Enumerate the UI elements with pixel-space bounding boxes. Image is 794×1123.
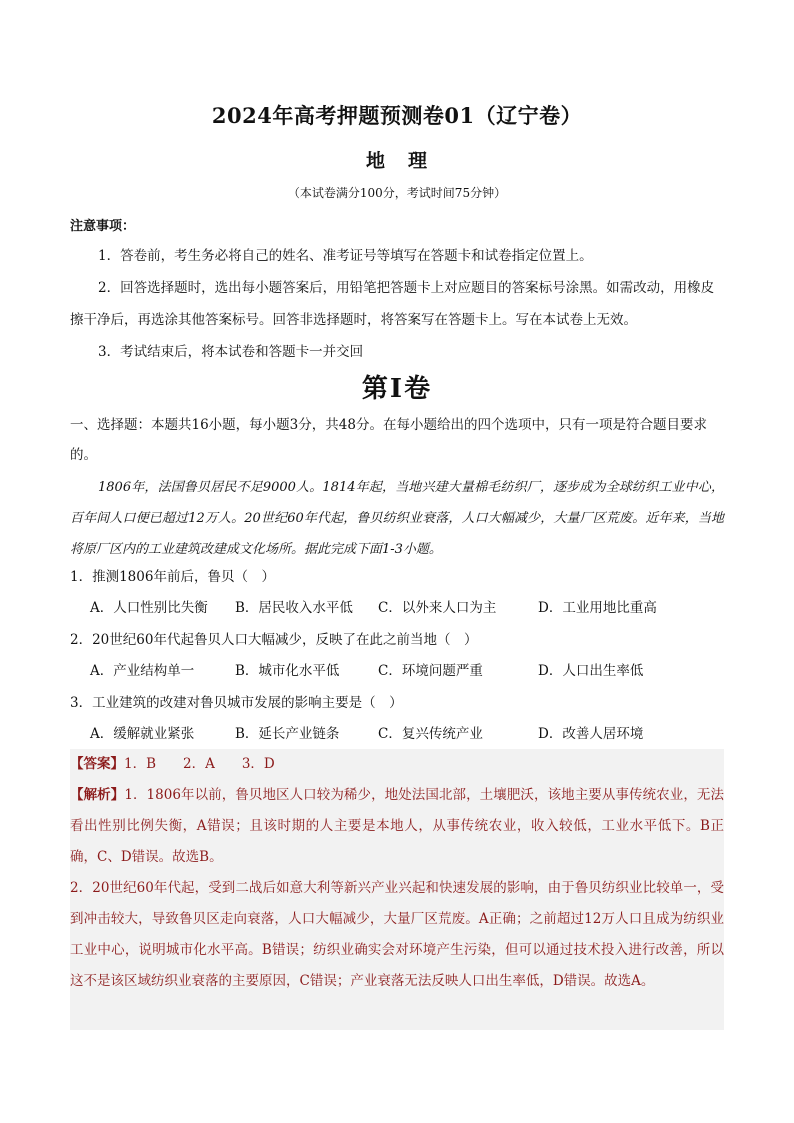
- subject-char-1: 地: [365, 150, 386, 172]
- answer-line: [70, 749, 724, 780]
- subject-title: [0, 146, 794, 173]
- section-intro: 一、选择题：本题共16小题，每小题3分，共48分。在每小题给出的四个选项中，只有一项是符合题目要求的。: [70, 417, 707, 463]
- subject-char-2: 理: [408, 150, 429, 172]
- answer-label: 【答案】: [70, 756, 124, 772]
- question-3: [70, 688, 724, 750]
- question-stem: 3．工业建筑的改建对鲁贝城市发展的影响主要是（ ）: [70, 695, 403, 711]
- volume-title: 第I卷: [361, 374, 433, 404]
- analysis-paragraph-1: [70, 780, 724, 873]
- notice-item: 1．答卷前，考生务必将自己的姓名、准考证号等填写在答题卡和试卷指定位置上。: [98, 248, 593, 264]
- question-2: [70, 625, 724, 687]
- option-d[interactable]: D．工业用地比重高: [538, 600, 657, 616]
- notice-heading: 注意事项：: [70, 219, 136, 234]
- option-c[interactable]: C．环境问题严重: [378, 663, 483, 679]
- answer-text: 1．B 2．A 3．D: [124, 756, 275, 772]
- notice-item: 2．回答选择题时，选出每小题答案后，用铅笔把答题卡上对应题目的答案标号涂黑。如需改动，用橡皮擦干净后，再选涂其他答案标号。回答非选择题时，将答案写在答题卡上。写在本试卷上无效。: [70, 280, 715, 328]
- option-c[interactable]: C．以外来人口为主: [378, 600, 497, 616]
- exam-title: 2024年高考押题预测卷01（辽宁卷）: [211, 103, 583, 128]
- reading-passage: 1806年，法国鲁贝居民不足9000人。1814年起，当地兴建大量棉毛纺织厂，逐步成为全球纺织工业中心，百年间人口便已超过12万人。20世纪60年代起，鲁贝纺织业衰落，人口大幅减少，大量厂区荒废。近年来，当地将原厂区内的工业建筑改建成文化场所。据此完成下面1-3小题。: [70, 480, 724, 557]
- analysis-paragraph-2: 2．20世纪60年代起，受到二战后如意大利等新兴产业兴起和快速发展的影响，由于鲁贝纺织业比较单一，受到冲击较大，导致鲁贝区走向衰落，人口大幅减少，大量厂区荒废。A正确；之前超过12万人口且成为纺织业工业中心，说明城市化水平高。B错误；纺织业确实会对环境产生污染，但可以通过技术投入进行改善，所以这不是该区域纺织业衰落的主要原因，C错误；产业衰落无法反映人口出生率低，D错误。故选A。: [70, 880, 724, 989]
- score-note: （本试卷满分100分，考试时间75分钟）: [287, 186, 507, 200]
- option-c[interactable]: C．复兴传统产业: [378, 726, 483, 742]
- question-stem: 2．20世纪60年代起鲁贝人口大幅减少，反映了在此之前当地（ ）: [70, 632, 478, 648]
- option-b[interactable]: B．城市化水平低: [235, 663, 340, 679]
- question-1: [70, 562, 724, 624]
- question-stem: 1．推测1806年前后，鲁贝（ ）: [70, 569, 275, 585]
- question-options: [70, 656, 724, 687]
- option-b[interactable]: B．居民收入水平低: [235, 600, 353, 616]
- analysis-label: 【解析】: [70, 787, 125, 803]
- option-a[interactable]: A．产业结构单一: [90, 663, 195, 679]
- option-a[interactable]: A．缓解就业紧张: [90, 726, 195, 742]
- question-options: [70, 719, 724, 750]
- option-d[interactable]: D．人口出生率低: [538, 663, 644, 679]
- question-options: [70, 593, 724, 624]
- option-d[interactable]: D．改善人居环境: [538, 726, 644, 742]
- option-a[interactable]: A．人口性别比失衡: [90, 600, 208, 616]
- option-b[interactable]: B．延长产业链条: [235, 726, 340, 742]
- analysis-text-1: 1．1806年以前，鲁贝地区人口较为稀少，地处法国北部，土壤肥沃，该地主要从事传统农业，无法看出性别比例失衡，A错误；且该时期的人主要是本地人，从事传统农业，收入较低，工业水平低下。B正确，C、D错误。故选B。: [70, 787, 724, 865]
- notice-item: 3．考试结束后，将本试卷和答题卡一并交回: [98, 344, 364, 360]
- notice-list: [70, 240, 724, 368]
- answer-analysis-box: [70, 749, 724, 1030]
